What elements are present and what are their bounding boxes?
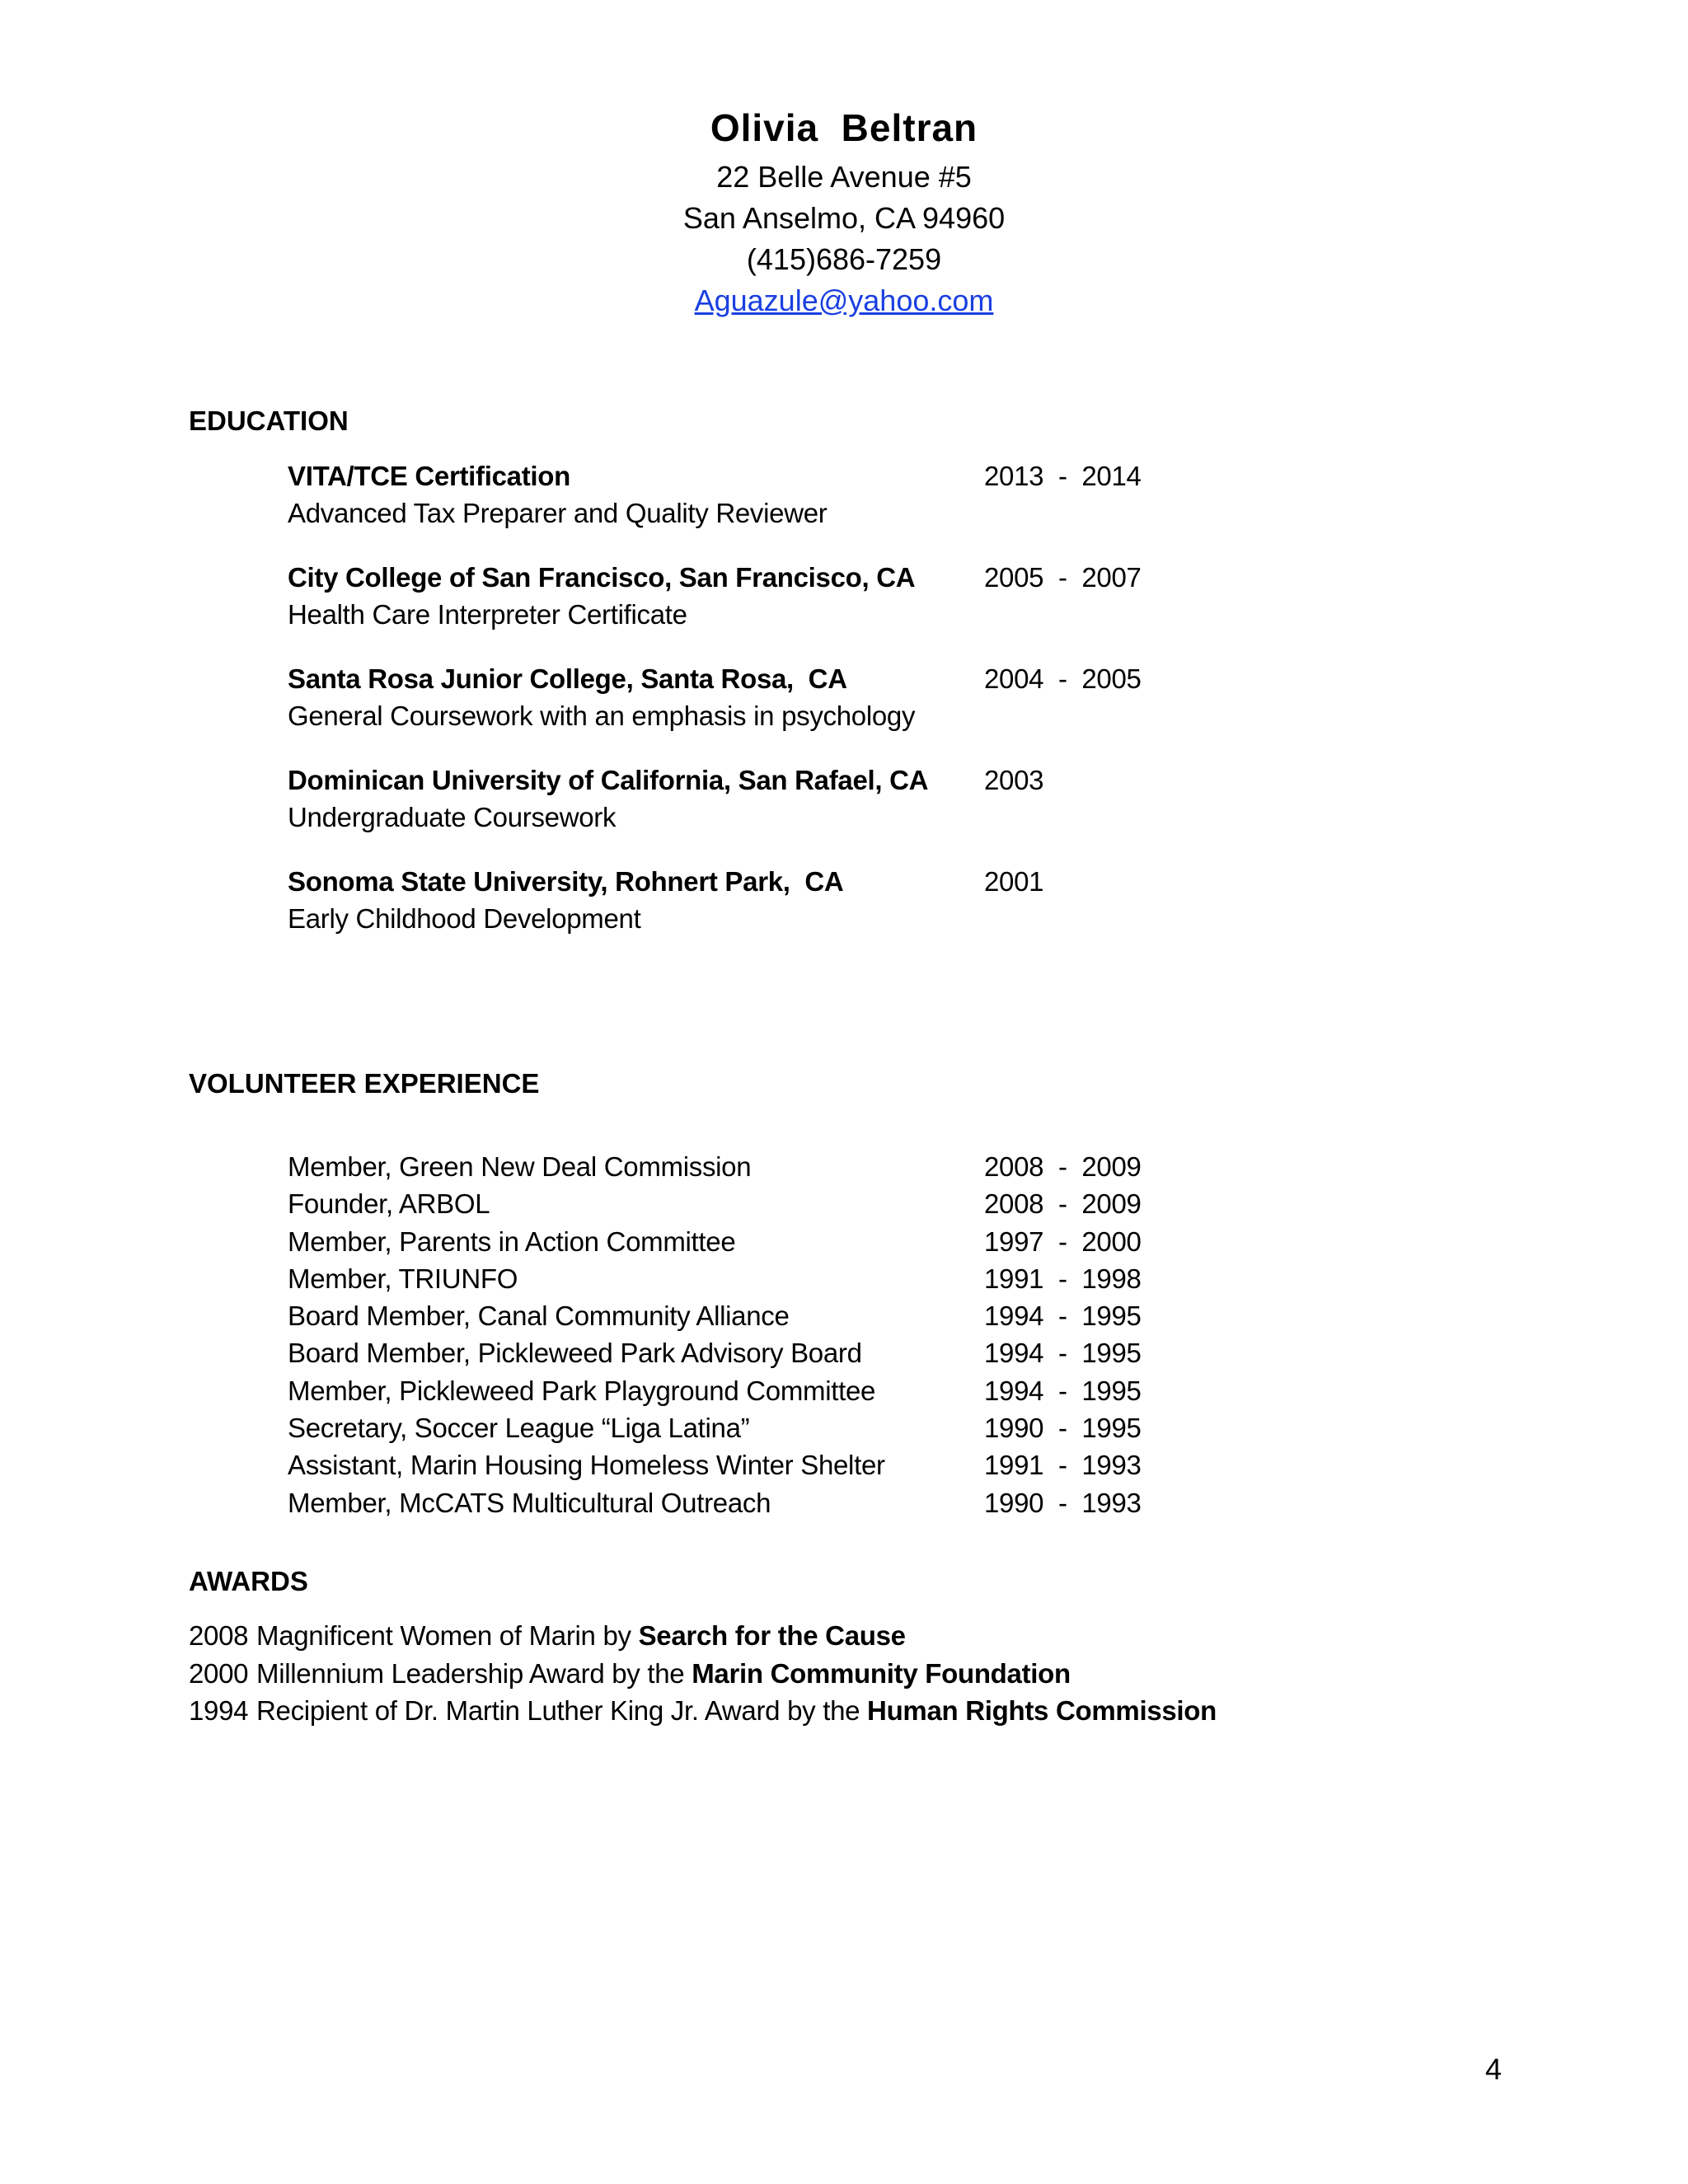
volunteer-years: 1991 - 1993: [984, 1450, 1142, 1481]
award-organization: Human Rights Commission: [867, 1695, 1217, 1726]
volunteer-role: Founder, ARBOL: [288, 1188, 490, 1220]
volunteer-role: Board Member, Pickleweed Park Advisory Board: [288, 1338, 862, 1369]
award-year: 2008: [189, 1620, 249, 1651]
volunteer-entry: [288, 1297, 1194, 1334]
volunteer-entry: [288, 1185, 1194, 1222]
awards-list: [189, 1617, 1590, 1730]
education-institution: Dominican University of California, San Rafael, CA: [288, 765, 929, 795]
education-entry: [288, 660, 1194, 734]
contact-header: [0, 99, 1688, 321]
volunteer-years: 1990 - 1993: [984, 1487, 1142, 1518]
education-institution: Santa Rosa Junior College, Santa Rosa, CA: [288, 663, 847, 694]
volunteer-years: 1991 - 1998: [984, 1263, 1142, 1294]
education-detail: Undergraduate Coursework: [288, 802, 617, 832]
volunteer-entry: [288, 1334, 1194, 1371]
award-text: Millennium Leadership Award by the: [256, 1657, 692, 1689]
education-institution: City College of San Francisco, San Francisco, CA: [288, 562, 916, 593]
award-entry: [189, 1692, 1590, 1730]
address-line-2: San Anselmo, CA 94960: [682, 201, 1006, 235]
education-detail: General Coursework with an emphasis in psychology: [288, 701, 916, 731]
volunteer-years: 1997 - 2000: [984, 1226, 1142, 1257]
volunteer-entry: [288, 1409, 1194, 1446]
education-detail: Early Childhood Development: [288, 903, 641, 934]
awards-heading: AWARDS: [189, 1566, 308, 1596]
volunteer-years: 1990 - 1995: [984, 1413, 1142, 1444]
education-institution: VITA/TCE Certification: [288, 461, 570, 491]
volunteer-years: 2008 - 2009: [984, 1188, 1142, 1220]
award-year: 2000: [189, 1657, 249, 1689]
volunteer-entry: [288, 1260, 1194, 1297]
email-link[interactable]: Aguazule@yahoo.com: [694, 284, 994, 317]
volunteer-entry: [288, 1446, 1194, 1483]
volunteer-role: Board Member, Canal Community Alliance: [288, 1301, 790, 1332]
volunteer-role: Member, Pickleweed Park Playground Committee: [288, 1375, 876, 1406]
volunteer-heading: VOLUNTEER EXPERIENCE: [189, 1068, 540, 1099]
education-entry: [288, 762, 1194, 836]
volunteer-years: 1994 - 1995: [984, 1301, 1142, 1332]
volunteer-role: Assistant, Marin Housing Homeless Winter Shelter: [288, 1450, 885, 1481]
volunteer-entry: [288, 1148, 1194, 1185]
volunteer-entry: [288, 1223, 1194, 1260]
volunteer-role: Secretary, Soccer League “Liga Latina”: [288, 1413, 750, 1444]
volunteer-role: Member, McCATS Multicultural Outreach: [288, 1487, 771, 1518]
page-number: 4: [1484, 2052, 1502, 2086]
education-entry: [288, 457, 1194, 532]
applicant-name: Olivia Beltran: [710, 106, 978, 149]
education-years: 2005 - 2007: [984, 562, 1142, 593]
volunteer-role: Member, TRIUNFO: [288, 1263, 518, 1294]
award-entry: [189, 1655, 1590, 1693]
education-detail: Health Care Interpreter Certificate: [288, 599, 687, 630]
award-text: Recipient of Dr. Martin Luther King Jr. Award by the: [256, 1695, 868, 1726]
volunteer-entry: [288, 1372, 1194, 1409]
volunteer-years: 2008 - 2009: [984, 1151, 1142, 1182]
education-years: 2001: [984, 866, 1044, 897]
education-years: 2004 - 2005: [984, 663, 1142, 694]
education-years: 2003: [984, 765, 1044, 795]
volunteer-list: [288, 1148, 1194, 1521]
education-detail: Advanced Tax Preparer and Quality Reviewer: [288, 498, 828, 528]
phone-number: (415)686-7259: [746, 242, 942, 276]
award-organization: Search for the Cause: [638, 1620, 906, 1651]
volunteer-entry: [288, 1484, 1194, 1521]
address-line-1: 22 Belle Avenue #5: [716, 160, 972, 194]
volunteer-years: 1994 - 1995: [984, 1375, 1142, 1406]
volunteer-role: Member, Parents in Action Committee: [288, 1226, 736, 1257]
education-institution: Sonoma State University, Rohnert Park, CA: [288, 866, 844, 897]
education-years: 2013 - 2014: [984, 461, 1142, 491]
award-organization: Marin Community Foundation: [692, 1657, 1071, 1689]
volunteer-years: 1994 - 1995: [984, 1338, 1142, 1369]
award-year: 1994: [189, 1695, 249, 1726]
education-entry: [288, 863, 1194, 937]
education-heading: EDUCATION: [189, 405, 349, 436]
education-list: [288, 457, 1194, 964]
award-entry: [189, 1617, 1590, 1655]
education-entry: [288, 559, 1194, 633]
volunteer-role: Member, Green New Deal Commission: [288, 1151, 752, 1182]
award-text: Magnificent Women of Marin by: [256, 1620, 639, 1651]
